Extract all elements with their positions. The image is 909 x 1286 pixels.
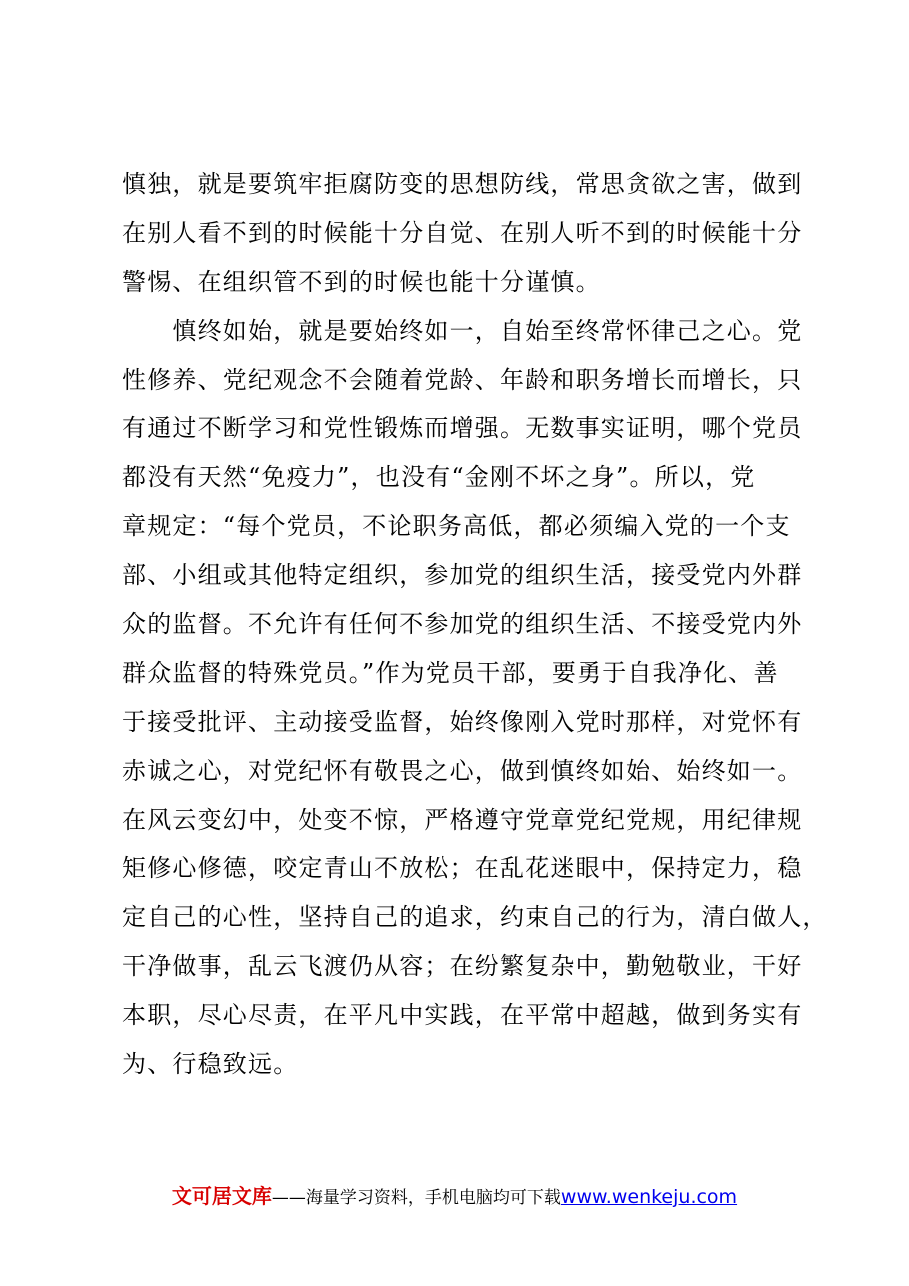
footer-brand: 文可居文库: [171, 1184, 272, 1208]
body-text: [122, 160, 828, 1089]
text-line-6: 有通过不断学习和党性锻炼而增强。无数事实证明，哪个党员: [122, 414, 803, 443]
text-line-12: 于接受批评、主动接受监督，始终像刚入党时那样，对党怀有: [122, 707, 803, 736]
text-line-1: 慎独，就是要筑牢拒腐防变的思想防线，常思贪欲之害，做到: [122, 170, 803, 198]
text-line-5: 性修养、党纪观念不会随着党龄、年龄和职务增长而增长，只: [122, 365, 803, 394]
footer-url-link[interactable]: www.wenkeju.com: [560, 1186, 738, 1208]
text-line-4: 慎终如始，就是要始终如一，自始至终常怀律己之心。党: [122, 316, 803, 345]
text-line-9: 部、小组或其他特定组织，参加党的组织生活，接受党内外群: [122, 561, 803, 590]
text-line-18: 本职，尽心尽责，在平凡中实践，在平常中超越，做到务实有: [122, 1001, 803, 1030]
text-line-7: 都没有天然“免疫力”，也没有“金刚不坏之身”。所以，党: [122, 463, 756, 492]
text-line-13: 赤诚之心，对党纪怀有敬畏之心，做到慎终如始、始终如一。: [122, 756, 803, 785]
text-line-2: 在别人看不到的时候能十分自觉、在别人听不到的时候能十分: [122, 218, 803, 247]
text-line-10: 众的监督。不允许有任何不参加党的组织生活、不接受党内外: [122, 610, 803, 639]
text-line-17: 干净做事，乱云飞渡仍从容；在纷繁复杂中，勤勉敬业，干好: [122, 952, 803, 981]
text-line-15: 矩修心修德，咬定青山不放松；在乱花迷眼中，保持定力，稳: [122, 854, 803, 883]
footer: [0, 1180, 909, 1209]
text-line-8: 章规定：“每个党员，不论职务高低，都必须编入党的一个支: [122, 512, 791, 541]
text-line-11: 群众监督的特殊党员。”作为党员干部，要勇于自我净化、善: [122, 658, 779, 687]
text-line-3: 警惕、在组织管不到的时候也能十分谨慎。: [122, 267, 601, 296]
text-line-16: 定自己的心性，坚持自己的追求，约束自己的行为，清白做人，: [122, 903, 828, 932]
text-line-14: 在风云变幻中，处变不惊，严格遵守党章党纪党规，用纪律规: [122, 805, 803, 834]
text-line-19: 为、行稳致远。: [122, 1050, 299, 1079]
footer-tagline: ——海量学习资料，手机电脑均可下载: [271, 1188, 561, 1208]
